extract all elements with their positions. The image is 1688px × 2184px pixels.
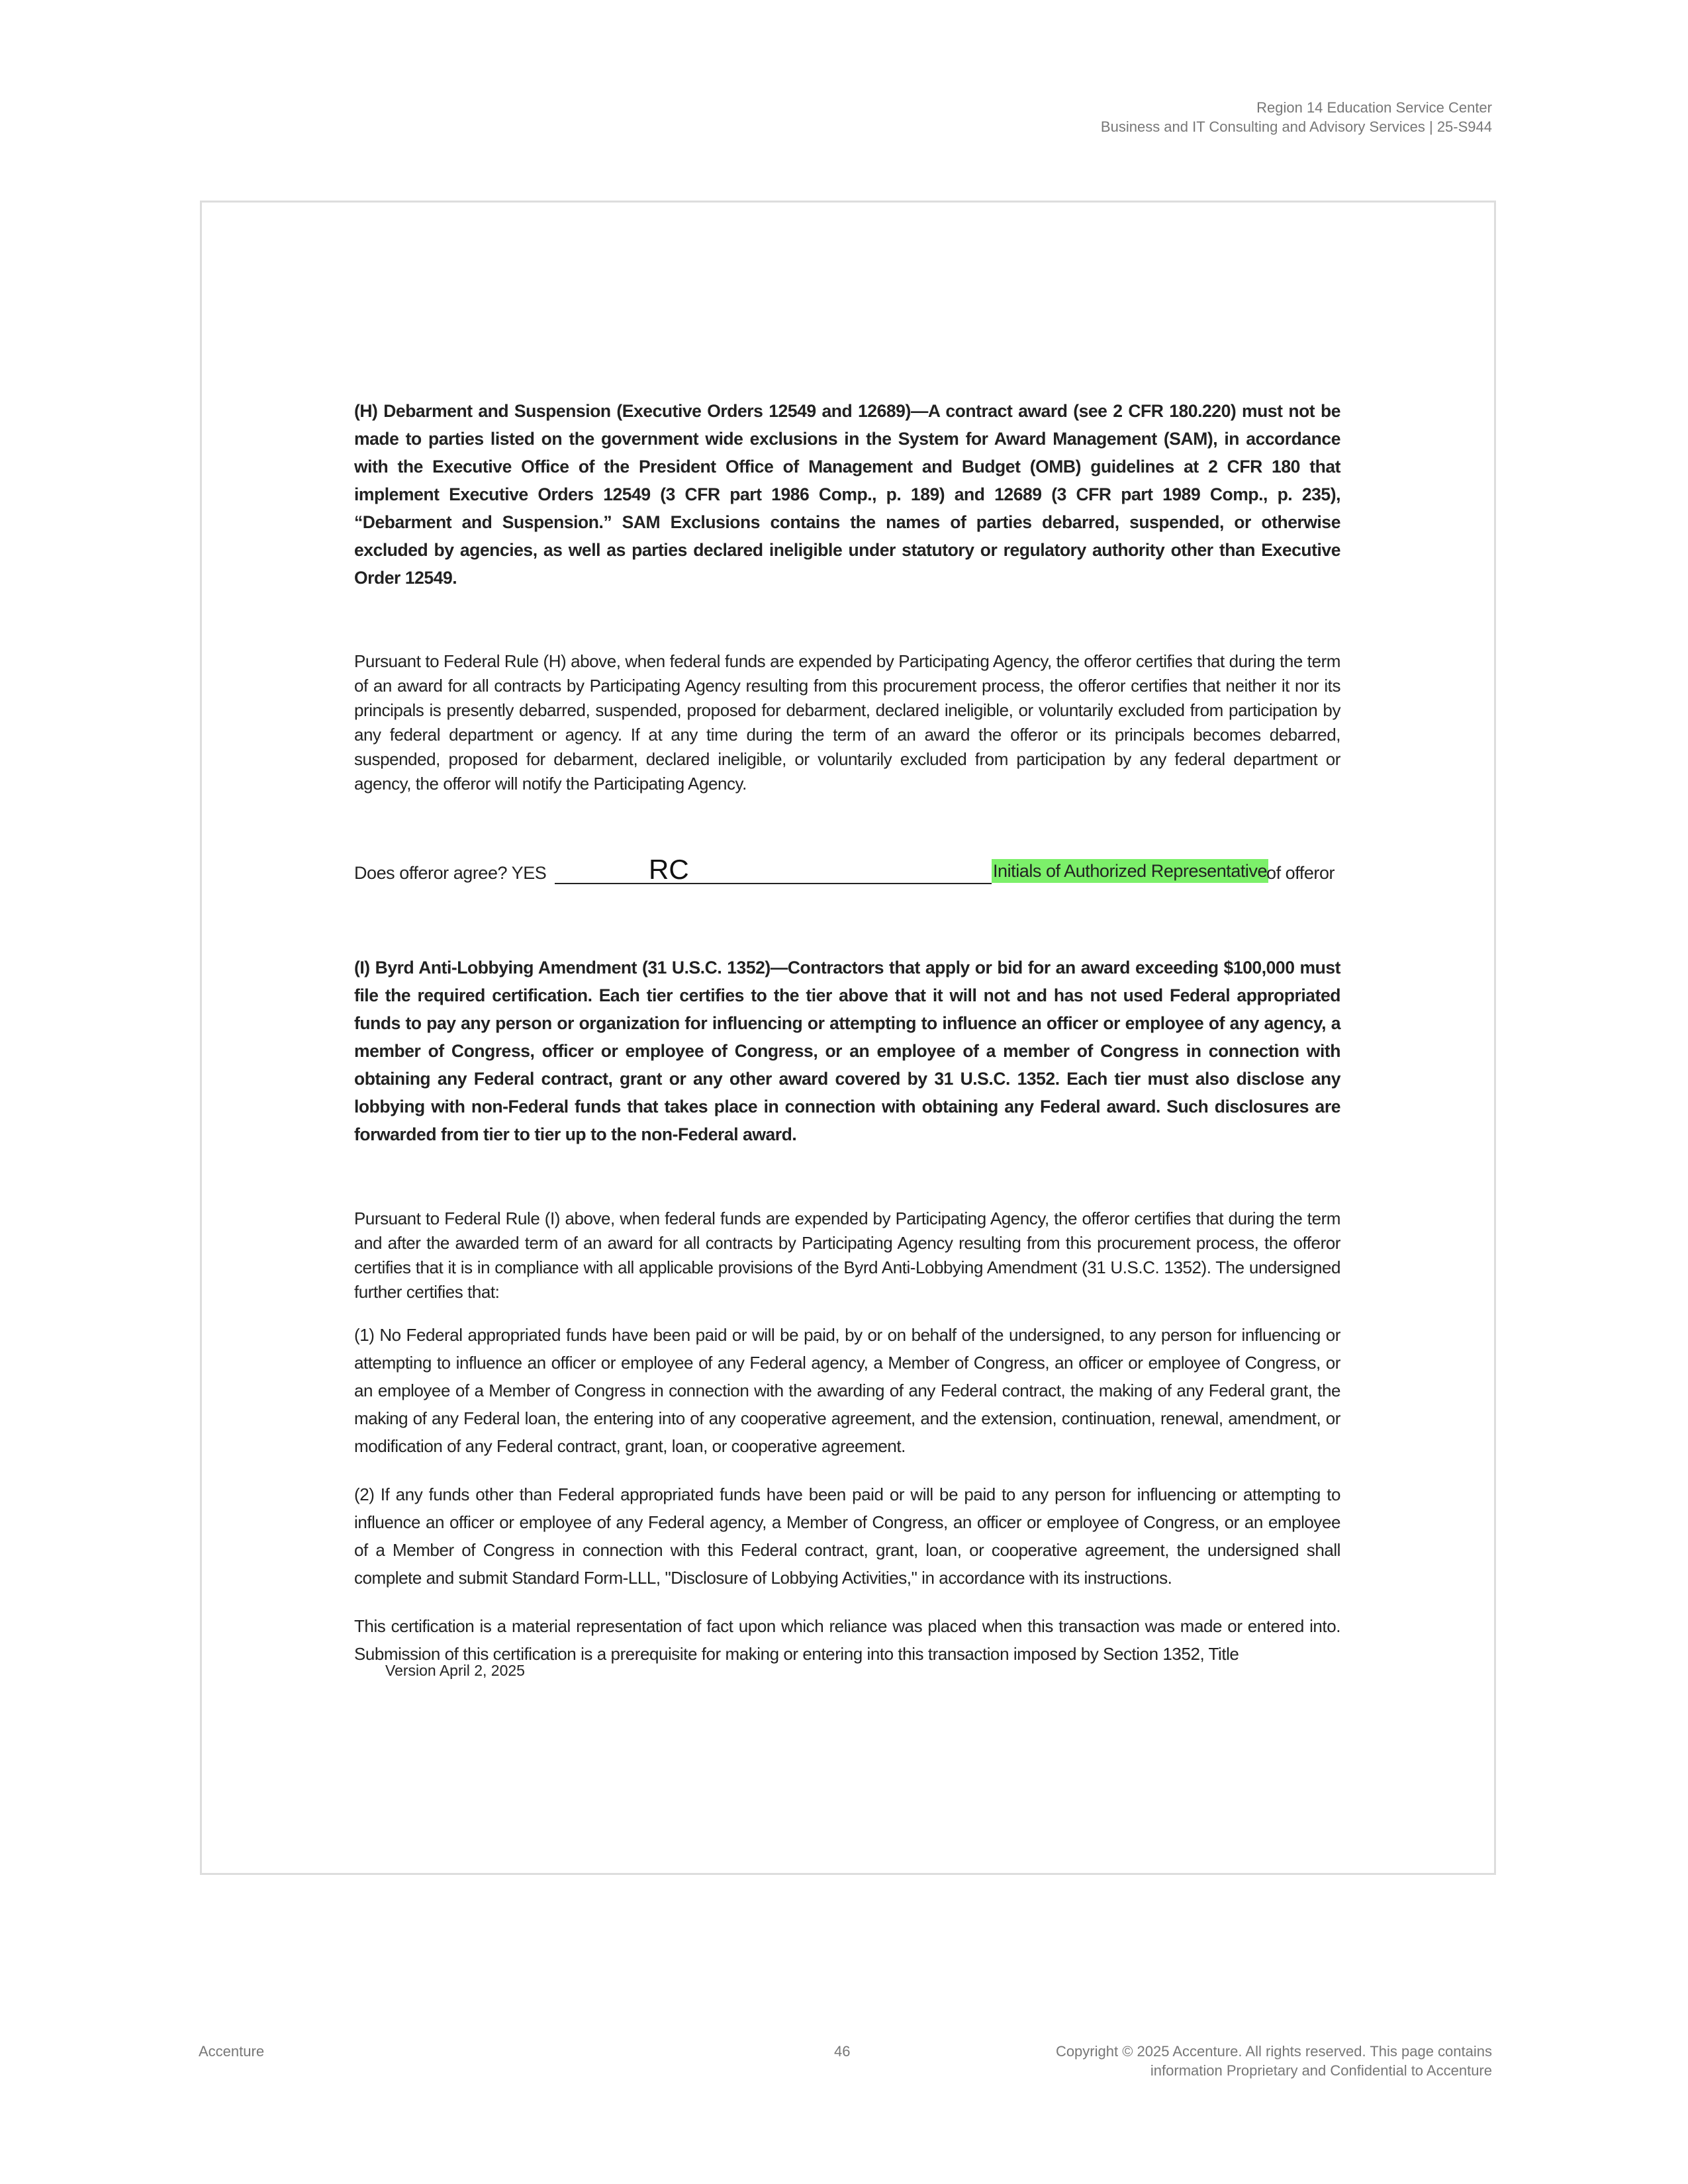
initials-underline bbox=[555, 883, 992, 884]
section-i-item-1: (1) No Federal appropriated funds have been paid or will be paid, by or on behalf of the undersigned, to any person for influencing or attempting to influence an officer or employee of any Federal agency, a Member of Congress, an officer or employee of Congress, or an employee of a Member of Congress in connection with the awarding of any Federal contract, the making of any Federal grant, the making of any Federal loan, the entering into of any cooperative agreement, and the extension, continuation, renewal, amendment, or modification of any Federal contract, grant, loan, or cooperative agreement. bbox=[354, 1325, 1340, 1456]
initials-label-highlight: Initials of Authorized Representative bbox=[992, 859, 1268, 883]
section-i-heading: (I) Byrd Anti-Lobbying Amendment (31 U.S.C. 1352)—Contractors that apply or bid for an award exceeding $100,000 must file the required certification. Each tier certifies to the tier above that it will not and has not used Federal appropriated funds to pay any person or organization for influencing or attempting to influence an officer or employee of any agency, a member of Congress, officer or employee of Congress, or an employee of a member of Congress in connection with obtaining any Federal contract, grant or any other award covered by 31 U.S.C. 1352. Each tier must also disclose any lobbying with non-Federal funds that takes place in connection with obtaining any Federal award. Such disclosures are forwarded from tier to tier up to the non-Federal award. bbox=[354, 958, 1340, 1144]
agreement-line bbox=[354, 856, 1340, 889]
section-i-body: Pursuant to Federal Rule (I) above, when federal funds are expended by Participating Agency, the offeror certifies that during the term and after the awarded term of an award for all contracts by Participating Agency resulting from this procurement process, the offeror certifies that it is in compliance with all applicable provisions of the Byrd Anti-Lobbying Amendment (31 U.S.C. 1352). The undersigned further certifies that: bbox=[354, 1208, 1340, 1302]
header-project: Business and IT Consulting and Advisory Services | 25-S944 bbox=[1100, 118, 1492, 135]
section-i-item-2: (2) If any funds other than Federal appropriated funds have been paid or will be paid to any person for influencing or attempting to influence an officer or employee of any Federal agency, a Member of Congress, an officer or employee of Congress, or an employee of a Member of Congress in connection with this Federal contract, grant, loan, or cooperative agreement, the undersigned shall complete and submit Standard Form-LLL, "Disclosure of Lobbying Activities," in accordance with its instructions. bbox=[354, 1484, 1340, 1588]
page-header bbox=[1101, 98, 1492, 136]
footer-copyright bbox=[1056, 2042, 1492, 2080]
footer-company: Accenture bbox=[199, 2043, 265, 2060]
initials-value: RC bbox=[649, 854, 689, 885]
section-i-certification: This certification is a material representation of fact upon which reliance was placed when this transaction was made or entered into. Submission of this certification is a prerequisite for making or entering into this transaction imposed by Section 1352, Title bbox=[354, 1616, 1340, 1664]
footer-copyright-line-1: Copyright © 2025 Accenture. All rights reserved. This page contains bbox=[1055, 2043, 1492, 2060]
section-h-body: Pursuant to Federal Rule (H) above, when federal funds are expended by Participating Agency, the offeror certifies that during the term of an award for all contracts by Participating Agency resulting from this procurement process, the offeror certifies that neither it nor its principals is presently debarred, suspended, proposed for debarment, declared ineligible, or voluntarily excluded from participation by any federal department or agency. If at any time during the term of an award the offeror or its principals becomes debarred, suspended, proposed for debarment, declared ineligible, or voluntarily excluded from participation by any federal department or agency, the offeror will notify the Participating Agency. bbox=[354, 651, 1340, 794]
version-label: Version April 2, 2025 bbox=[385, 1662, 525, 1679]
section-h-heading: (H) Debarment and Suspension (Executive Orders 12549 and 12689)—A contract award (see 2 CFR 180.220) must not be made to parties listed on the government wide exclusions in the System for Award Management (SAM), in accordance with the Executive Office of the President Office of Management and Budget (OMB) guidelines at 2 CFR 180 that implement Executive Orders 12549 (3 CFR part 1986 Comp., p. 189) and 12689 (3 CFR part 1989 Comp., p. 235), “Debarment and Suspension.” SAM Exclusions contains the names of parties debarred, suspended, or otherwise excluded by agencies, as well as parties declared ineligible under statutory or regulatory authority other than Executive Order 12549. bbox=[354, 401, 1340, 588]
agreement-question: Does offeror agree? YES bbox=[354, 863, 547, 883]
header-organization: Region 14 Education Service Center bbox=[1256, 99, 1492, 116]
footer-copyright-line-2: information Proprietary and Confidential to Accenture bbox=[1150, 2062, 1492, 2079]
agreement-tail: of offeror bbox=[1266, 863, 1335, 883]
footer-page-number: 46 bbox=[834, 2043, 851, 2060]
